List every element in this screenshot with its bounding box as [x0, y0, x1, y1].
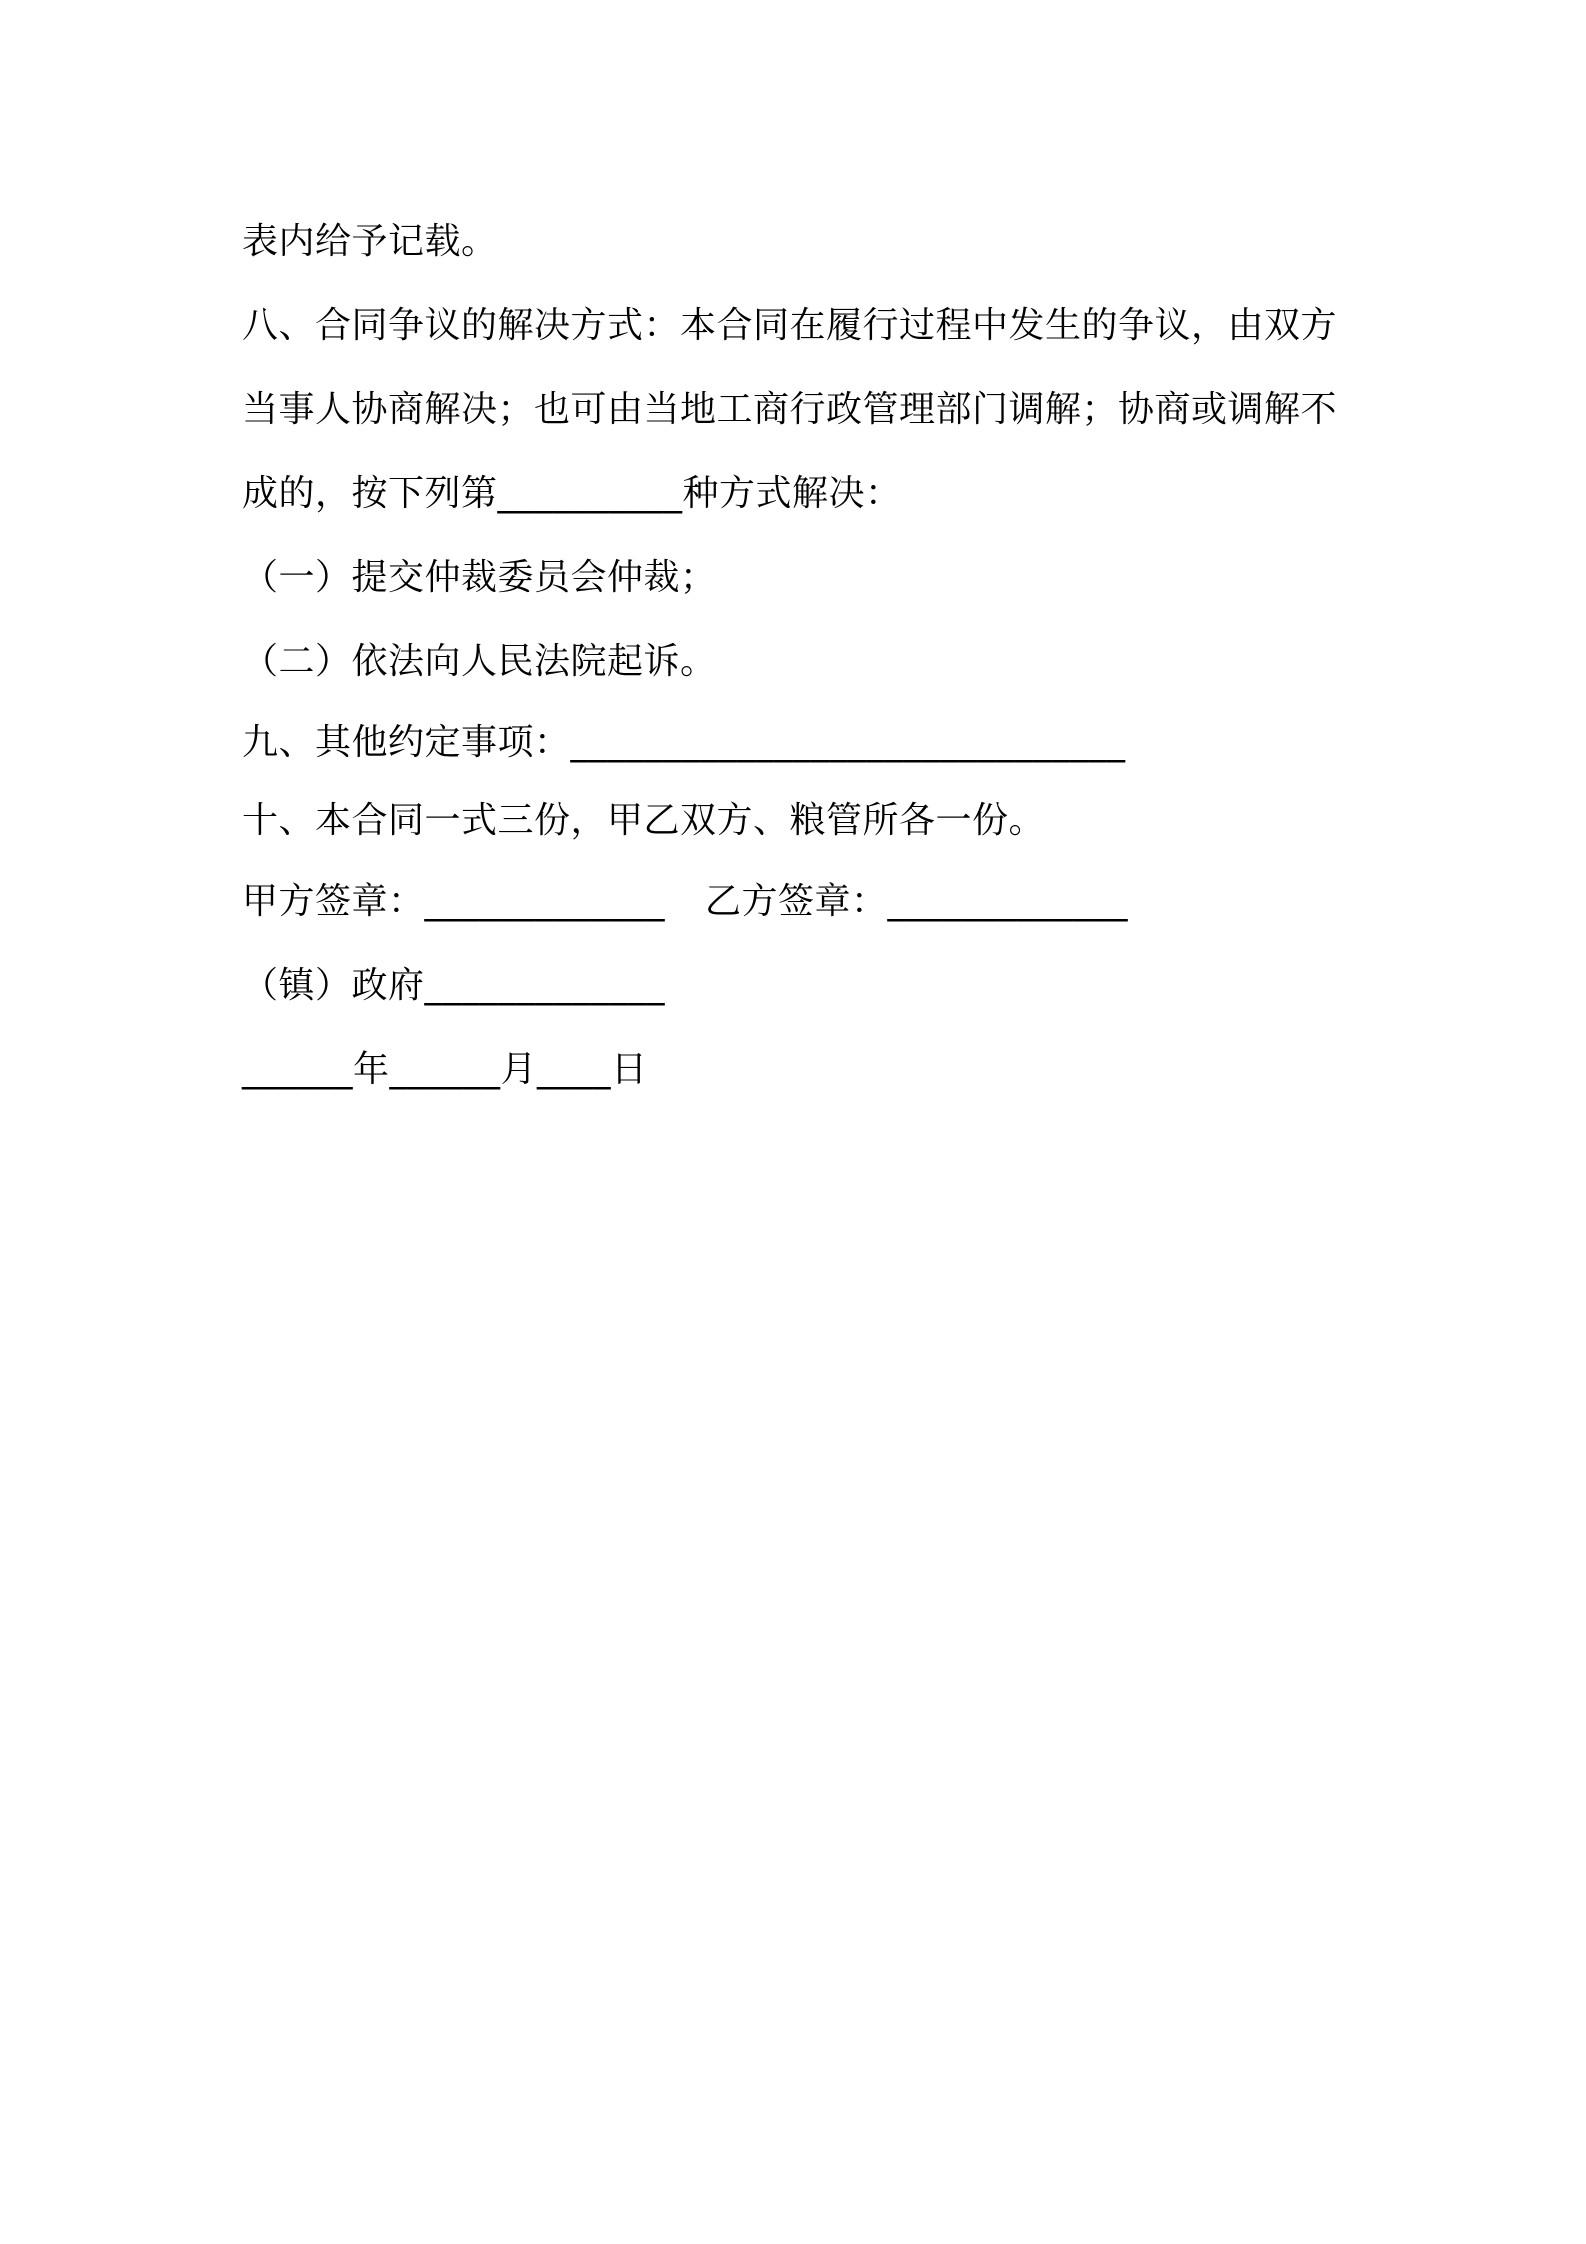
- clause-8-line-2: 当事人协商解决；也可由当地工商行政管理部门调解；协商或调解不: [242, 389, 1338, 430]
- clause-8-line-1: 八、合同争议的解决方式：本合同在履行过程中发生的争议，由双方: [242, 305, 1338, 346]
- signature-row: [242, 860, 1362, 944]
- option-2-litigation: （二）依法向人民法院起诉。: [242, 641, 717, 682]
- text-line-record: 表内给予记载。: [242, 221, 498, 262]
- party-a-signature: 甲方签章：_____________: [242, 881, 666, 922]
- option-1-arbitration: （一）提交仲裁委员会仲裁；: [242, 557, 717, 598]
- date-line: ______年______月____日: [242, 1049, 648, 1090]
- clause-8-line-3: 成的，按下列第__________种方式解决：: [242, 473, 902, 514]
- clause-10-copies: 十、本合同一式三份，甲乙双方、粮管所各一份。: [242, 800, 1046, 841]
- party-b-signature: 乙方签章：_____________: [705, 881, 1129, 922]
- town-government-signature: （镇）政府_____________: [242, 965, 666, 1006]
- clause-9-other-terms: 九、其他约定事项：______________________________: [242, 722, 1126, 763]
- document-body: [242, 200, 1362, 1112]
